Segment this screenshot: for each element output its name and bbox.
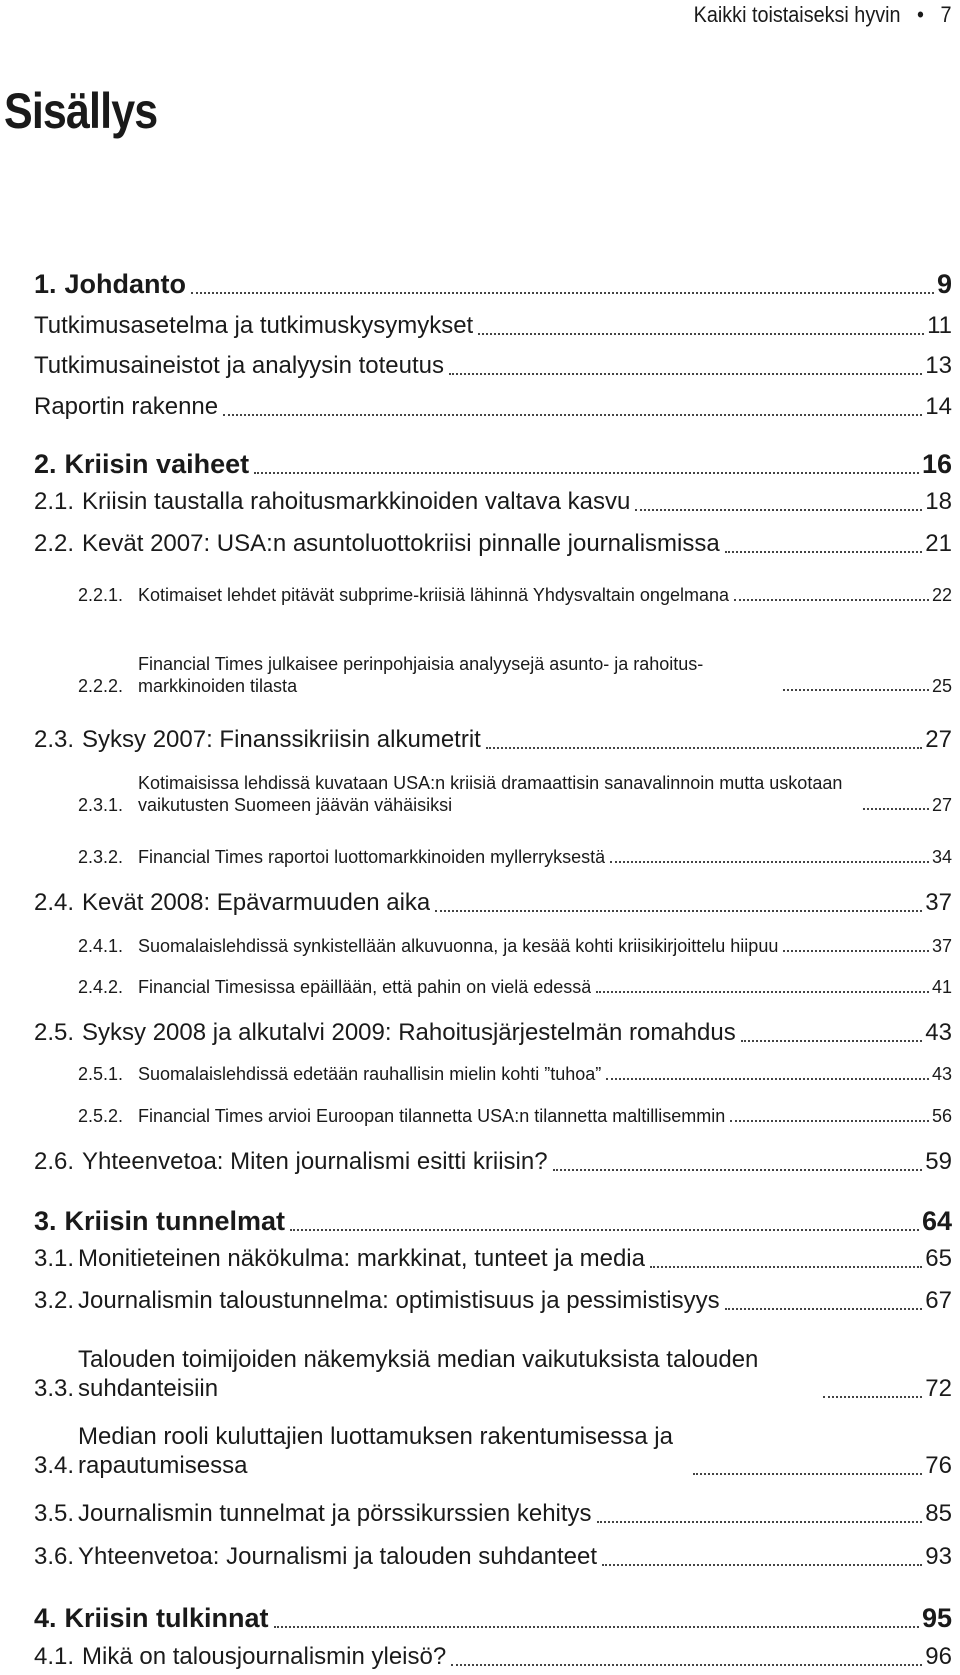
- toc-entry-section: [34, 1643, 952, 1672]
- toc-dot-leader: [451, 1664, 922, 1666]
- toc-entry-page-number: 64: [921, 1206, 952, 1236]
- toc-entry-title: Financial Times raportoi luottomarkkinoiden myllerryksestä: [138, 847, 606, 867]
- toc-entry-number: 3.1.: [34, 1245, 75, 1272]
- toc-entry-page-number: 43: [931, 1064, 952, 1084]
- toc-entry-page-number: 95: [921, 1603, 952, 1633]
- header-separator: •: [906, 2, 936, 27]
- toc-entry-title: Financial Times julkaisee perinpohjaisia analyysejä asunto- ja rahoitus-markkinoiden tilasta: [138, 654, 704, 696]
- toc-entry-title: Kotimaisissa lehdissä kuvataan USA:n kriisiä dramaattisin sanavalinnoin mutta uskotaan vaikutusten Suomeen jäävän vähäisiksi: [138, 773, 843, 815]
- toc-entry-section: [34, 1019, 952, 1048]
- toc-entry-number: 2.3.1.: [78, 794, 124, 815]
- toc-entry-section: [34, 1245, 952, 1274]
- toc-entry-title: Journalismin taloustunnelma: optimistisuus ja pessimistisyys: [78, 1287, 720, 1314]
- toc-entry-title: Raportin rakenne: [34, 393, 219, 420]
- toc-entry-title: Suomalaislehdissä edetään rauhallisin mielin kohti ”tuhoa”: [138, 1064, 602, 1084]
- toc-entry-page-number: 72: [925, 1374, 952, 1402]
- toc-entry-title: Tutkimusaineistot ja analyysin toteutus: [34, 352, 444, 379]
- toc-entry-number: 3.4.: [34, 1451, 75, 1479]
- toc-entry-number: 2.2.: [34, 530, 75, 557]
- toc-entry-number: 4.1.: [34, 1643, 75, 1670]
- toc-entry-page-number: 43: [925, 1019, 952, 1046]
- toc-dot-leader: [449, 373, 922, 375]
- toc-entry-chapter: [34, 1205, 952, 1237]
- running-header: [694, 2, 952, 28]
- toc-entry-section: [34, 488, 952, 517]
- toc-entry-page-number: 27: [925, 726, 952, 753]
- toc-dot-leader: [823, 1396, 922, 1398]
- toc-entry-subsection: [78, 936, 952, 958]
- toc-entry-title: Kriisin vaiheet: [64, 449, 250, 479]
- toc-entry-title: Kevät 2008: Epävarmuuden aika: [82, 889, 431, 916]
- toc-entry-title: Yhteenvetoa: Journalismi ja talouden suhdanteet: [78, 1543, 598, 1570]
- toc-dot-leader: [274, 1626, 919, 1628]
- toc-dot-leader: [725, 1308, 923, 1310]
- toc-entry-page-number: 59: [925, 1148, 952, 1175]
- toc-entry-title: Journalismin tunnelmat ja pörssikurssien kehitys: [78, 1500, 592, 1527]
- toc-entry-subsection: [78, 1064, 952, 1086]
- toc-entry-page-number: 65: [925, 1245, 952, 1272]
- toc-entry-title: Yhteenvetoa: Miten journalismi esitti kriisin?: [82, 1148, 548, 1175]
- toc-dot-leader: [435, 910, 922, 912]
- toc-entry-section: [34, 530, 952, 559]
- toc-entry-title: Syksy 2008 ja alkutalvi 2009: Rahoitusjärjestelmän romahdus: [82, 1019, 736, 1046]
- toc-entry-number: 2.: [34, 449, 57, 479]
- toc-entry-page-number: 11: [927, 312, 952, 339]
- toc-dot-leader: [290, 1229, 919, 1231]
- toc-entry-number: 2.3.: [34, 726, 75, 753]
- toc-dot-leader: [602, 1564, 922, 1566]
- toc-entry-title: Kotimaiset lehdet pitävät subprime-kriisiä lähinnä Yhdysvaltain ongelmana: [138, 585, 729, 605]
- toc-dot-leader: [254, 472, 919, 474]
- toc-entry-number: 3.5.: [34, 1500, 75, 1527]
- toc-dot-leader: [693, 1473, 922, 1475]
- toc-dot-leader: [486, 747, 922, 749]
- toc-entry-number: 1.: [34, 269, 57, 299]
- toc-entry-number: 2.3.2.: [78, 847, 124, 867]
- toc-entry-subsection: [78, 1106, 952, 1128]
- toc-entry-section: [34, 1423, 952, 1481]
- toc-entry-number: 2.2.2.: [78, 675, 124, 696]
- toc-entry-page-number: 85: [925, 1500, 952, 1527]
- toc-entry-title: Kriisin tunnelmat: [64, 1206, 286, 1236]
- toc-dot-leader: [610, 861, 929, 863]
- toc-entry-number: 3.3.: [34, 1374, 75, 1402]
- toc-entry-subsection: [78, 773, 952, 816]
- toc-entry-number: 2.5.1.: [78, 1064, 124, 1084]
- toc-entry-title: Median rooli kuluttajien luottamuksen rakentumisessa ja rapautumisessa: [78, 1423, 673, 1479]
- toc-entry-section: [34, 1500, 952, 1529]
- toc-entry-number: 2.4.2.: [78, 977, 124, 997]
- header-page-number: 7: [940, 2, 952, 27]
- toc-dot-leader: [725, 551, 923, 553]
- toc-entry-title: Kevät 2007: USA:n asuntoluottokriisi pinnalle journalismissa: [82, 530, 720, 557]
- toc-entry-section: [34, 1148, 952, 1177]
- toc-dot-leader: [734, 599, 929, 601]
- toc-dot-leader: [635, 509, 922, 511]
- toc-entry-title: Mikä on talousjournalismin yleisö?: [82, 1643, 447, 1670]
- toc-entry-page-number: 37: [925, 889, 952, 916]
- toc-entry-page-number: 37: [931, 936, 952, 956]
- toc-entry-number: 2.5.2.: [78, 1106, 124, 1126]
- toc-entry-page-number: 67: [925, 1287, 952, 1314]
- toc-entry-number: 2.2.1.: [78, 585, 124, 605]
- toc-dot-leader: [606, 1078, 929, 1080]
- toc-entry-title: Suomalaislehdissä synkistellään alkuvuonna, ja kesää kohti kriisikirjoittelu hiipuu: [138, 936, 779, 956]
- toc-entry-section: [34, 726, 952, 755]
- toc-entry-number: 3.6.: [34, 1543, 75, 1570]
- toc-entry-subsection: [78, 847, 952, 869]
- toc-entry-page-number: 18: [925, 488, 952, 515]
- toc-entry-title: Monitieteinen näkökulma: markkinat, tunteet ja media: [78, 1245, 645, 1272]
- toc-entry-subsection: [78, 585, 952, 607]
- toc-entry-subsection: [78, 977, 952, 999]
- toc-entry-chapter: [34, 268, 952, 300]
- toc-dot-leader: [553, 1169, 923, 1171]
- toc-entry-page-number: 41: [931, 977, 952, 997]
- toc-entry-title: Kriisin taustalla rahoitusmarkkinoiden valtava kasvu: [82, 488, 631, 515]
- toc-entry-chapter: [34, 1602, 952, 1634]
- toc-entry-section: [34, 352, 952, 381]
- toc-entry-page-number: 16: [921, 449, 952, 479]
- toc-entry-number: 4.: [34, 1603, 57, 1633]
- toc-dot-leader: [478, 333, 924, 335]
- toc-entry-section: [34, 393, 952, 422]
- toc-entry-number: 3.: [34, 1206, 57, 1236]
- toc-entry-page-number: 25: [931, 675, 952, 696]
- toc-entry-title: Tutkimusasetelma ja tutkimuskysymykset: [34, 312, 474, 339]
- toc-dot-leader: [650, 1266, 922, 1268]
- toc-entry-section: [34, 1543, 952, 1572]
- toc-entry-page-number: 27: [931, 794, 952, 815]
- toc-entry-page-number: 96: [925, 1643, 952, 1670]
- toc-entry-section: [34, 312, 952, 341]
- toc-entry-number: 2.1.: [34, 488, 75, 515]
- toc-entry-title: Financial Timesissa epäillään, että pahin on vielä edessä: [138, 977, 592, 997]
- toc-entry-number: 2.4.: [34, 889, 75, 916]
- toc-dot-leader: [741, 1040, 923, 1042]
- toc-entry-section: [34, 1346, 952, 1404]
- toc-entry-title: Kriisin tulkinnat: [64, 1603, 269, 1633]
- running-title: Kaikki toistaiseksi hyvin: [694, 2, 902, 27]
- toc-entry-title: Syksy 2007: Finanssikriisin alkumetrit: [82, 726, 481, 753]
- toc-entry-number: 2.4.1.: [78, 936, 124, 956]
- toc-entry-page-number: 34: [931, 847, 952, 867]
- toc-entry-title: Financial Times arvioi Euroopan tilannetta USA:n tilannetta maltillisemmin: [138, 1106, 726, 1126]
- page-title: Sisällys: [4, 83, 158, 139]
- toc-entry-page-number: 56: [931, 1106, 952, 1126]
- toc-entry-chapter: [34, 448, 952, 480]
- toc-dot-leader: [783, 950, 929, 952]
- toc-entry-number: 2.6.: [34, 1148, 75, 1175]
- toc-dot-leader: [597, 1521, 923, 1523]
- toc-entry-number: 3.2.: [34, 1287, 75, 1314]
- toc-dot-leader: [730, 1120, 929, 1122]
- toc-entry-page-number: 9: [936, 269, 952, 299]
- toc-entry-title: Johdanto: [64, 269, 187, 299]
- toc-dot-leader: [191, 292, 934, 294]
- toc-entry-number: 2.5.: [34, 1019, 75, 1046]
- toc-entry-page-number: 21: [925, 530, 952, 557]
- toc-entry-page-number: 14: [925, 393, 952, 420]
- toc-entry-title: Talouden toimijoiden näkemyksiä median vaikutuksista talouden suhdanteisiin: [78, 1346, 759, 1402]
- toc-dot-leader: [223, 414, 922, 416]
- toc-entry-page-number: 93: [925, 1543, 952, 1570]
- toc-entry-section: [34, 889, 952, 918]
- toc-entry-section: [34, 1287, 952, 1316]
- toc-entry-page-number: 76: [925, 1451, 952, 1479]
- toc-entry-page-number: 22: [931, 585, 952, 605]
- toc-dot-leader: [596, 991, 929, 993]
- toc-entry-page-number: 13: [925, 352, 952, 379]
- toc-dot-leader: [783, 689, 929, 691]
- toc-dot-leader: [863, 808, 929, 810]
- toc-entry-subsection: [78, 654, 952, 697]
